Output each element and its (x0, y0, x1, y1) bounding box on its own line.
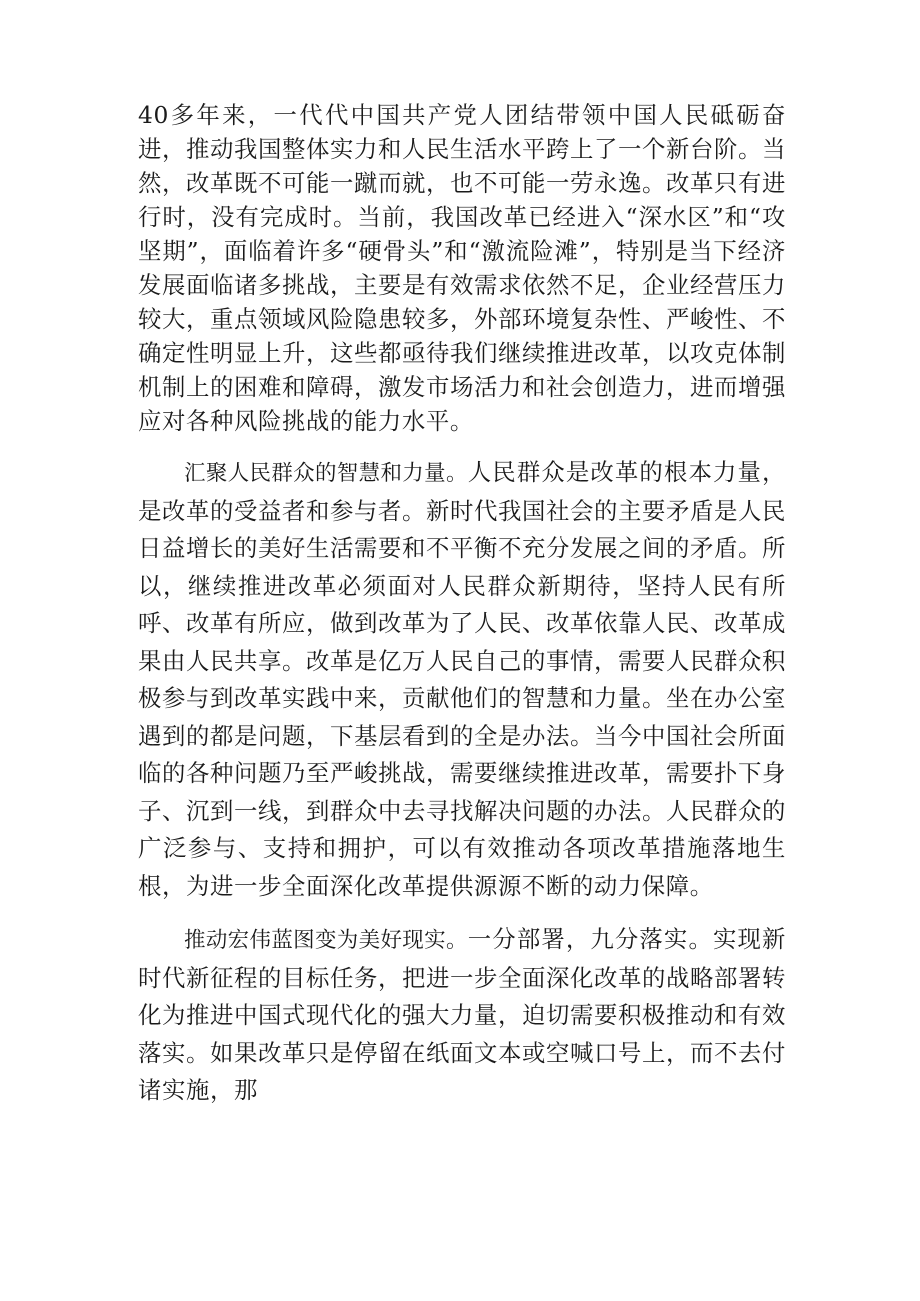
paragraph-blueprint-heading: 推动宏伟蓝图变为美好现实。 (184, 928, 468, 953)
paragraph-intro (138, 98, 786, 438)
paragraph-people-wisdom-heading: 汇聚人民群众的智慧和力量。 (184, 461, 468, 486)
document-body (138, 98, 786, 1110)
paragraph-people-wisdom-text: 人民群众是改革的根本力量，是改革的受益者和参与者。新时代我国社会的主要矛盾是人民日益增长的美好生活需要和不平衡不充分发展之间的矛盾。所以，继续推进改革必须面对人民群众新期待，坚持人民有所呼、改革有所应，做到改革为了人民、改革依靠人民、改革成果由人民共享。改革是亿万人民自己的事情，需要人民群众积极参与到改革实践中来，贡献他们的智慧和力量。坐在办公室遇到的都是问题，下基层看到的全是办法。当今中国社会所面临的各种问题乃至严峻挑战，需要继续推进改革，需要扑下身子、沉到一线，到群众中去寻找解决问题的办法。人民群众的广泛参与、支持和拥护，可以有效推动各项改革措施落地生根，为进一步全面深化改革提供源源不断的动力保障。 (138, 458, 786, 900)
paragraph-blueprint (138, 921, 786, 1110)
paragraph-intro-text: 40多年来，一代代中国共产党人团结带领中国人民砥砺奋进，推动我国整体实力和人民生活水平跨上了一个新台阶。当然，改革既不可能一蹴而就，也不可能一劳永逸。改革只有进行时，没有完成时。当前，我国改革已经进入“深水区”和“攻坚期”，面临着许多“硬骨头”和“激流险滩”，特别是当下经济发展面临诸多挑战，主要是有效需求依然不足，企业经营压力较大，重点领域风险隐患较多，外部环境复杂性、严峻性、不确定性明显上升，这些都亟待我们继续推进改革，以攻克体制机制上的困难和障碍，激发市场活力和社会创造力，进而增强应对各种风险挑战的能力水平。 (138, 101, 786, 435)
paragraph-people-wisdom (138, 454, 786, 905)
paragraph-blueprint-text: 一分部署，九分落实。实现新时代新征程的目标任务，把进一步全面深化改革的战略部署转化为推进中国式现代化的强大力量，迫切需要积极推动和有效落实。如果改革只是停留在纸面文本或空喊口号上，而不去付诸实施，那 (138, 925, 786, 1104)
